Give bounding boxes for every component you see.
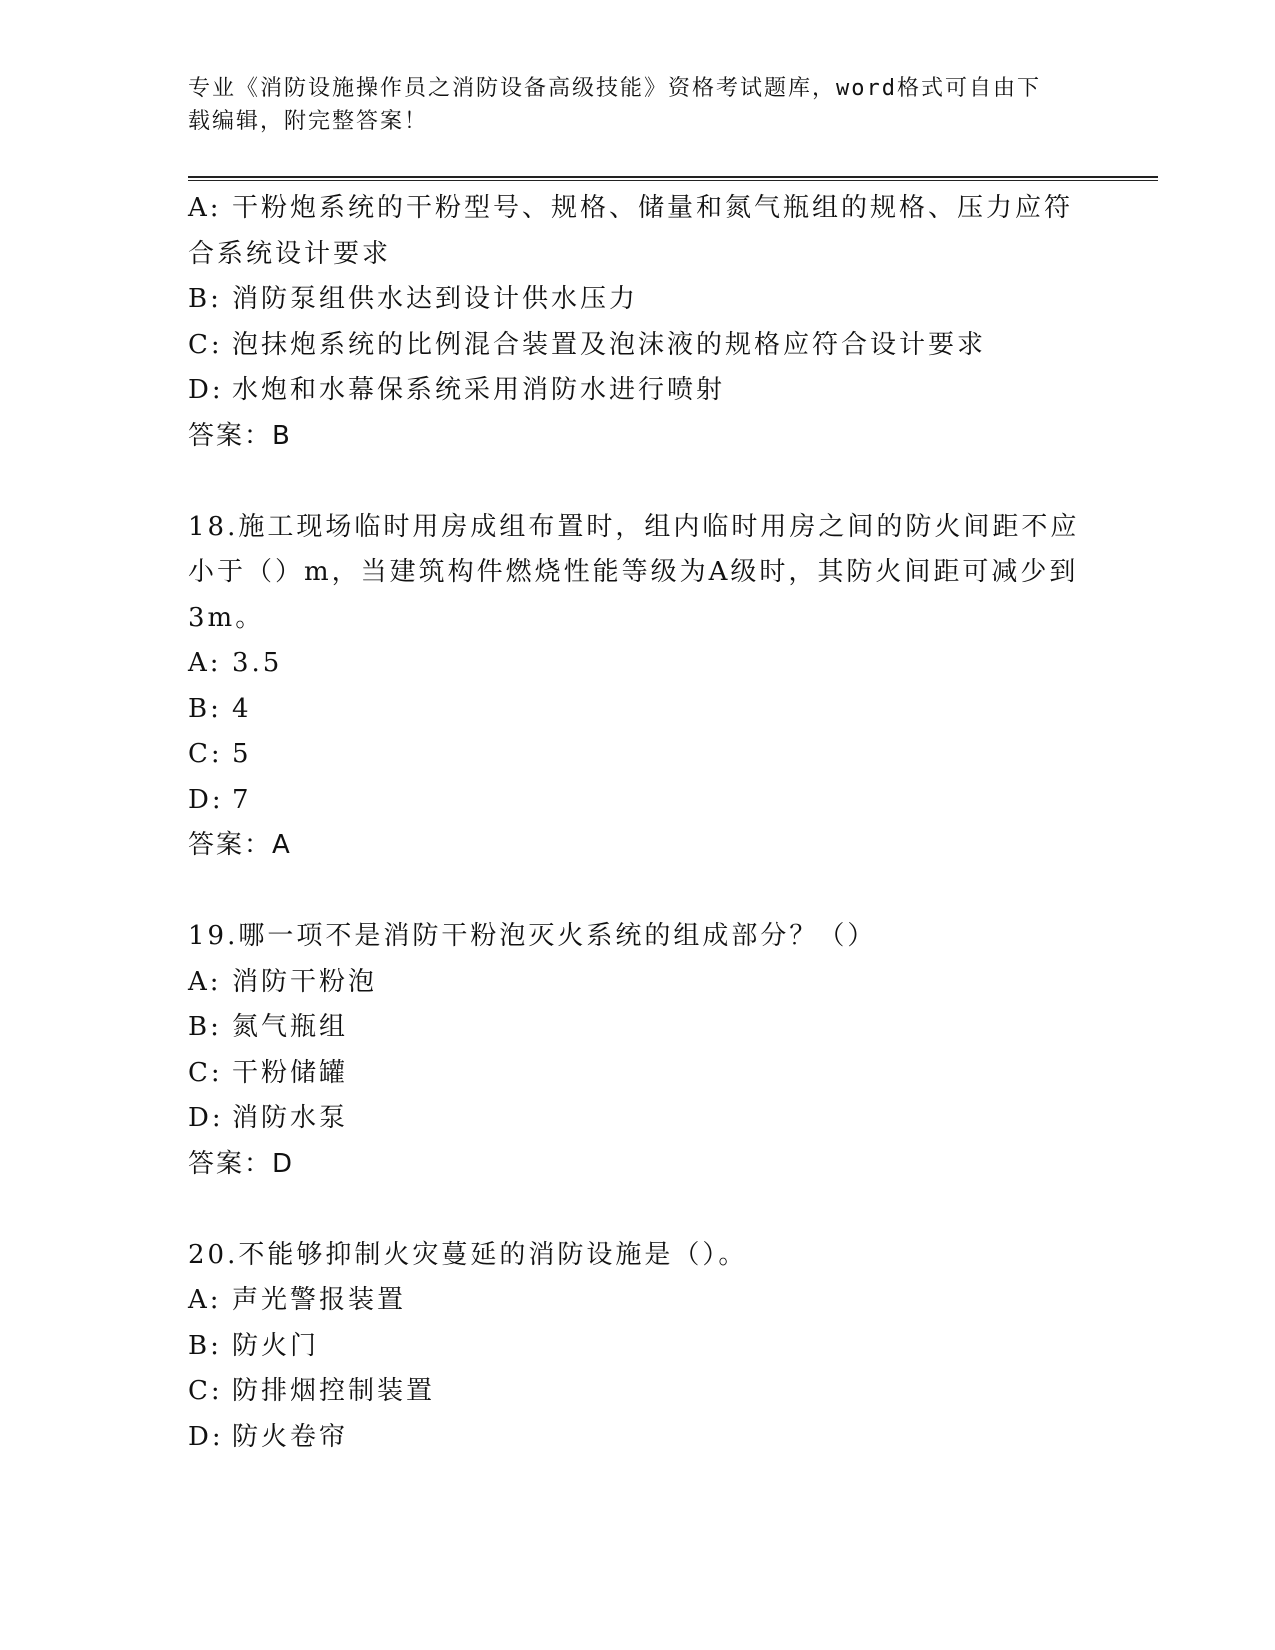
option-c: C: 防排烟控制装置 [188,1376,436,1406]
option-a-continued: 合系统设计要求 [188,238,392,269]
option-b: B: 消防泵组供水达到设计供水压力 [188,284,639,314]
option-b: B: 防火门 [188,1330,320,1361]
spacer [188,1187,1088,1233]
option-a: A: 3.5 [188,648,283,678]
question-18-stem-line-3: 3m。 [188,602,265,633]
option-c: C: 5 [188,739,252,769]
answer-17: 答案：B [188,420,292,451]
question-20-stem: 20.不能够抑制火灾蔓延的消防设施是（）。 [188,1239,748,1270]
option-c: C: 泡抹炮系统的比例混合装置及泡沫液的规格应符合设计要求 [188,329,987,360]
answer-19: 答案：D [188,1148,295,1179]
question-17-options [188,186,1088,459]
question-20 [188,1233,1088,1461]
option-d: D: 防火卷帘 [188,1421,349,1452]
option-a: A: 声光警报装置 [188,1285,407,1315]
question-19-stem: 19.哪一项不是消防干粉泡灭火系统的组成部分？（） [188,921,877,951]
answer-18: 答案：A [188,830,292,860]
option-b: B: 4 [188,693,252,724]
document-header [188,72,1068,138]
spacer [188,869,1088,915]
option-d: D: 7 [188,784,252,815]
option-d: D: 水炮和水幕保系统采用消防水进行喷射 [188,375,726,405]
header-divider [188,176,1158,181]
question-19 [188,914,1088,1187]
question-list [188,186,1088,1460]
question-18 [188,505,1088,869]
option-b: B: 氮气瓶组 [188,1012,349,1042]
option-c: C: 干粉储罐 [188,1057,349,1088]
option-a: A: 消防干粉泡 [188,966,378,997]
question-18-stem-line-1: 18.施工现场临时用房成组布置时，组内临时用房之间的防火间距不应 [188,511,1080,542]
header-line-1: 专业《消防设施操作员之消防设备高级技能》资格考试题库，word格式可自由下 [188,76,1041,101]
option-d: D: 消防水泵 [188,1103,349,1133]
option-a: A: 干粉炮系统的干粉型号、规格、储量和氮气瓶组的规格、压力应符 [188,193,1074,223]
header-line-2: 载编辑，附完整答案！ [188,109,429,134]
spacer [188,459,1088,505]
question-18-stem-line-2: 小于（）m，当建筑构件燃烧性能等级为A级时，其防火间距可减少到 [188,557,1079,587]
